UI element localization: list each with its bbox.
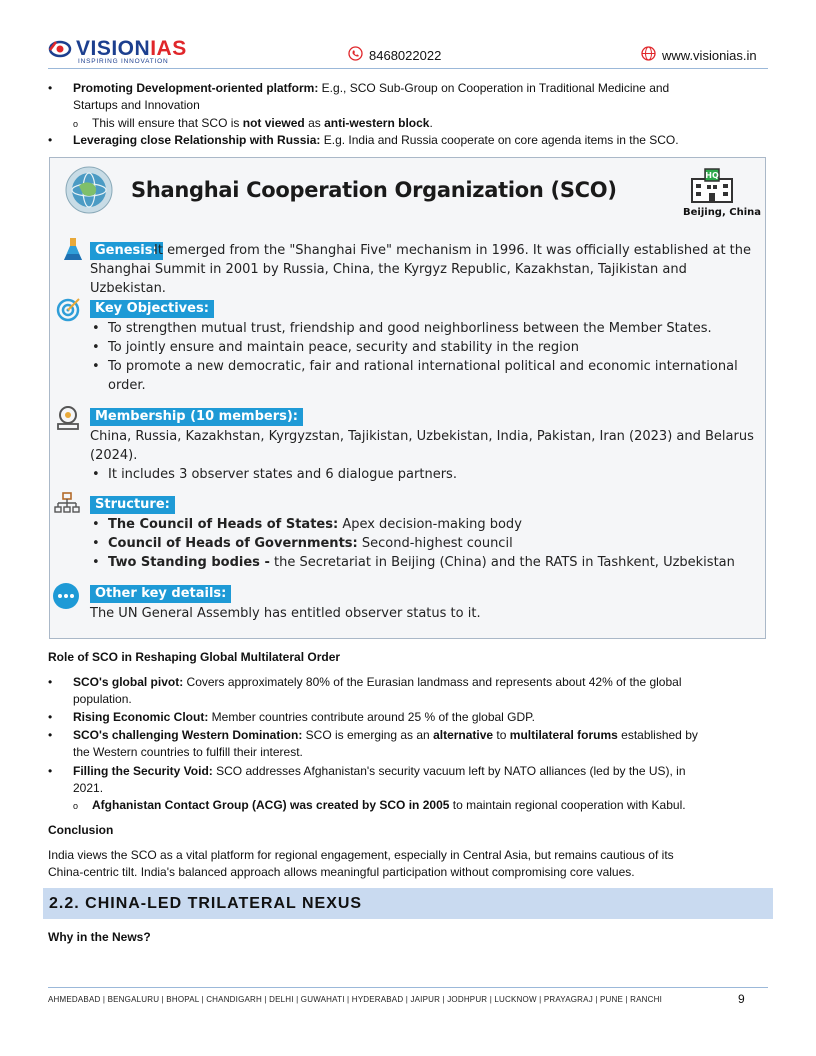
logo-mark-icon xyxy=(48,38,74,58)
sco-infographic xyxy=(49,157,766,639)
membership-line-2: (2024). xyxy=(90,448,138,463)
structure-item: • Two Standing bodies - the Secretariat in Beijing (China) and the RATS in Tashkent, Uzbekistan xyxy=(108,553,735,572)
flask-icon xyxy=(62,237,84,268)
bullet-dot: • xyxy=(48,764,53,778)
structure-label: Structure: xyxy=(90,496,175,514)
hq-building-icon xyxy=(690,167,734,208)
objectives-label: Key Objectives: xyxy=(90,300,214,318)
objective-item: • To promote a new democratic, fair and rational international political and economic international xyxy=(108,357,738,376)
phone-icon xyxy=(348,46,363,64)
target-icon xyxy=(56,296,82,327)
section-title: 2.2. CHINA-LED TRILATERAL NEXUS xyxy=(49,895,363,912)
bullet-dot: • xyxy=(48,710,53,724)
genesis-label: Genesis: xyxy=(90,242,163,260)
conclusion-line-2: China-centric tilt. India's balanced approach allows meaningful participation without compromising core values. xyxy=(48,865,635,879)
infographic-title: Shanghai Cooperation Organization (SCO) xyxy=(131,178,617,202)
objective-item: • To strengthen mutual trust, friendship and good neighborliness between the Member States. xyxy=(108,319,712,338)
header-phone[interactable] xyxy=(348,46,441,64)
membership-label: Membership (10 members): xyxy=(90,408,303,426)
structure-item: • Council of Heads of Governments: Second-highest council xyxy=(108,534,513,553)
list-item-cont: 2021. xyxy=(73,781,104,795)
bullet-dot: • xyxy=(48,133,53,147)
genesis-line-1: It emerged from the "Shanghai Five" mechanism in 1996. It was officially established at the xyxy=(154,243,752,258)
sub-list-item: o This will ensure that SCO is not viewed as anti-western block. xyxy=(73,116,433,130)
website-url: www.visionias.in xyxy=(662,47,757,63)
conclusion-line-1: India views the SCO as a vital platform for regional engagement, especially in Central Asia, but remains cautious of its xyxy=(48,848,674,862)
footer-cities: AHMEDABAD | BENGALURU | BHOPAL | CHANDIGARH | DELHI | GUWAHATI | HYDERABAD | JAIPUR | JODHPUR | LUCKNOW | PRAYAGRAJ | PUNE | RANCHI xyxy=(48,995,663,1004)
more-dots-icon xyxy=(52,582,80,615)
sco-emblem-icon xyxy=(65,166,113,219)
hierarchy-icon xyxy=(54,492,80,523)
bullet-dot: • xyxy=(48,675,53,689)
list-item: • SCO's global pivot: Covers approximately 80% of the Eurasian landmass and represents about 42% of the global xyxy=(48,675,682,689)
list-item-cont: the Western countries to fulfill their interest. xyxy=(73,745,303,759)
header-divider xyxy=(48,68,768,69)
sub-list-item: o Afghanistan Contact Group (ACG) was created by SCO in 2005 to maintain regional cooperation with Kabul. xyxy=(73,798,686,812)
list-item-cont: population. xyxy=(73,692,132,706)
other-details-label: Other key details: xyxy=(90,585,231,603)
list-item: • Promoting Development-oriented platform: E.g., SCO Sub-Group on Cooperation in Traditional Medicine and xyxy=(48,81,670,95)
section-header-bar xyxy=(43,888,773,919)
page-number: 9 xyxy=(738,992,745,1006)
header-website[interactable] xyxy=(641,46,757,64)
objective-item: • To jointly ensure and maintain peace, security and stability in the region xyxy=(108,338,579,357)
objective-item-cont: order. xyxy=(108,378,146,393)
membership-line-1: China, Russia, Kazakhstan, Kyrgyzstan, Tajikistan, Uzbekistan, India, Pakistan, Iran (2023) and Belarus xyxy=(90,429,754,444)
list-item: • Leveraging close Relationship with Russia: E.g. India and Russia cooperate on core agenda items in the SCO. xyxy=(48,133,679,147)
svg-text:HQ: HQ xyxy=(705,171,719,180)
globe-icon xyxy=(641,46,656,64)
footer-divider xyxy=(48,987,768,988)
phone-number: 8468022022 xyxy=(369,47,442,63)
structure-item: • The Council of Heads of States: Apex decision-making body xyxy=(108,515,522,534)
genesis-line-2: Shanghai Summit in 2001 by Russia, China, the Kyrgyz Republic, Kazakhstan, Tajikistan and Uzbekistan. xyxy=(90,262,687,296)
vision-ias-logo[interactable] xyxy=(48,38,187,64)
role-heading: Role of SCO in Reshaping Global Multilateral Order xyxy=(48,650,341,664)
other-details-line: The UN General Assembly has entitled observer status to it. xyxy=(90,606,481,621)
list-item: • Filling the Security Void: SCO addresses Afghanistan's security vacuum left by NATO alliances (led by the US), in xyxy=(48,764,686,778)
membership-item: • It includes 3 observer states and 6 dialogue partners. xyxy=(108,465,457,484)
hq-city: Beijing, China xyxy=(683,207,761,218)
bullet-dot: • xyxy=(48,81,53,95)
logo-tagline: INSPIRING INNOVATION xyxy=(78,58,169,65)
logo-text: VISIONIAS xyxy=(76,37,187,60)
members-icon xyxy=(56,405,80,436)
bullet-dot: • xyxy=(48,728,53,742)
list-item: • SCO's challenging Western Domination: SCO is emerging as an alternative to multilateral forums established by xyxy=(48,728,698,742)
conclusion-heading: Conclusion xyxy=(48,823,114,837)
list-item: • Rising Economic Clout: Member countries contribute around 25 % of the global GDP. xyxy=(48,710,535,724)
why-in-news-heading: Why in the News? xyxy=(48,930,151,944)
list-item-cont: Startups and Innovation xyxy=(73,98,200,112)
